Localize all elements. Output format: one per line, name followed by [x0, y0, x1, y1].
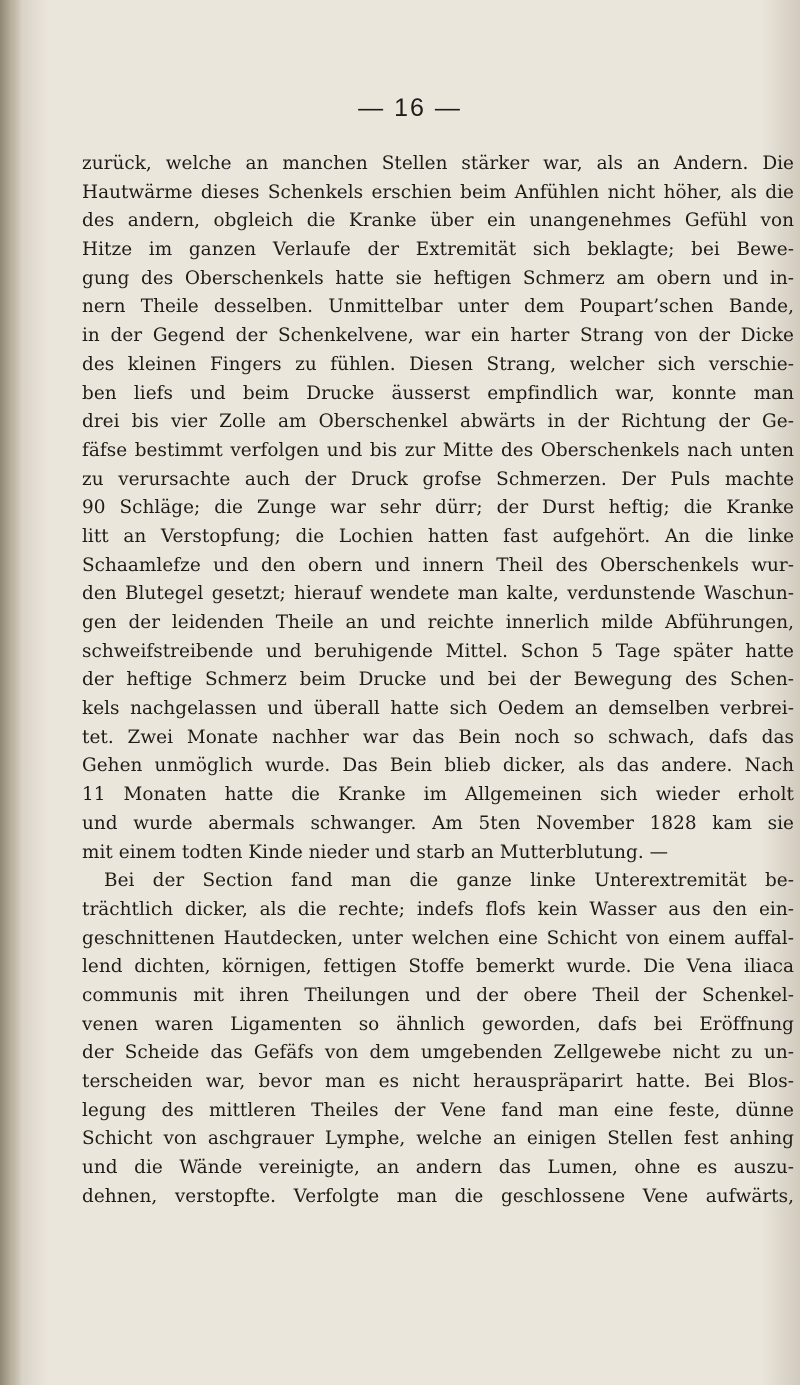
text-line-30: communis mit ihren Theilungen und der obere Theil der Schenkel- — [82, 984, 794, 1006]
text-line-7: in der Gegend der Schenkelvene, war ein harter Strang von der Dicke — [82, 325, 794, 347]
text-line-18: schweifstreibende und beruhigende Mittel. Schon 5 Tage später hatte — [82, 640, 794, 662]
text-line-5: gung des Oberschenkels hatte sie heftigen Schmerz am obern und in- — [82, 267, 794, 289]
text-line-2: Hautwärme dieses Schenkels erschien beim Anfühlen nicht höher, als die — [82, 181, 794, 203]
text-line-17: gen der leidenden Theile an und reichte innerlich milde Abführungen, — [82, 612, 794, 633]
text-line-24: und wurde abermals schwanger. Am 5ten November 1828 kam sie — [82, 812, 794, 834]
text-line-16: den Blutegel gesetzt; hierauf wendete man kalte, verdunstende Waschun- — [82, 583, 794, 605]
text-line-13: 90 Schläge; die Zunge war sehr dürr; der Durst heftig; die Kranke — [82, 497, 794, 519]
text-line-12: zu verursachte auch der Druck grofse Schmerzen. Der Puls machte — [82, 468, 794, 490]
text-line-20: kels nachgelassen und überall hatte sich Oedem an demselben verbrei- — [82, 698, 794, 720]
text-line-11: fäfse bestimmt verfolgen und bis zur Mitte des Oberschenkels nach unten — [82, 439, 794, 461]
text-line-28: geschnittenen Hautdecken, unter welchen eine Schicht von einem auffal- — [82, 927, 794, 949]
text-line-34: legung des mittleren Theiles der Vene fand man eine feste, dünne — [82, 1099, 794, 1121]
text-line-36: und die Wände vereinigte, an andern das Lumen, ohne es auszu- — [82, 1157, 794, 1179]
text-line-33: terscheiden war, bevor man es nicht herauspräparirt hatte. Bei Blos- — [82, 1071, 794, 1092]
text-line-23: 11 Monaten hatte die Kranke im Allgemeinen sich wieder erholt — [82, 784, 794, 806]
text-line-19: der heftige Schmerz beim Drucke und bei der Bewegung des Schen- — [82, 669, 794, 691]
text-line-14: litt an Verstopfung; die Lochien hatten fast aufgehört. An die linke — [82, 525, 794, 547]
text-line-32: der Scheide das Gefäfs von dem umgebenden Zellgewebe nicht zu un- — [82, 1042, 794, 1064]
page-number: — 16 — — [358, 94, 462, 122]
text-line-15: Schaamlefze und den obern und innern Theil des Oberschenkels wur- — [82, 554, 794, 576]
text-line-9: ben liefs und beim Drucke äusserst empfindlich war, konnte man — [82, 382, 794, 404]
text-line-10: drei bis vier Zolle am Oberschenkel abwärts in der Richtung der Ge- — [82, 411, 794, 433]
text-line-35: Schicht von aschgrauer Lymphe, welche an einigen Stellen fest anhing — [82, 1128, 794, 1150]
text-line-29: lend dichten, körnigen, fettigen Stoffe bemerkt wurde. Die Vena iliaca — [82, 956, 794, 978]
text-line-37: dehnen, verstopfte. Verfolgte man die geschlossene Vene aufwärts, — [82, 1185, 794, 1207]
text-line-26: Bei der Section fand man die ganze linke Unterextremität be- — [104, 870, 794, 892]
text-line-3: des andern, obgleich die Kranke über ein unangenehmes Gefühl von — [82, 210, 794, 232]
text-line-21: tet. Zwei Monate nachher war das Bein noch so schwach, dafs das — [82, 726, 794, 748]
text-line-6: nern Theile desselben. Unmittelbar unter dem Poupart’schen Bande, — [82, 296, 794, 318]
binding-shadow — [0, 0, 22, 1385]
text-line-27: trächtlich dicker, als die rechte; indefs flofs kein Wasser aus den ein- — [82, 898, 794, 920]
text-line-31: venen waren Ligamenten so ähnlich geworden, dafs bei Eröffnung — [82, 1013, 794, 1035]
text-line-1: zurück, welche an manchen Stellen stärker war, als an Andern. Die — [82, 153, 794, 174]
text-line-4: Hitze im ganzen Verlaufe der Extremität sich beklagte; bei Bewe- — [82, 239, 794, 261]
text-line-22: Gehen unmöglich wurde. Das Bein blieb dicker, als das andere. Nach — [82, 755, 794, 777]
text-line-8: des kleinen Fingers zu fühlen. Diesen Strang, welcher sich verschie- — [82, 353, 794, 375]
body-text — [82, 150, 794, 1211]
text-line-25: mit einem todten Kinde nieder und starb an Mutterblutung. — — [82, 841, 669, 863]
